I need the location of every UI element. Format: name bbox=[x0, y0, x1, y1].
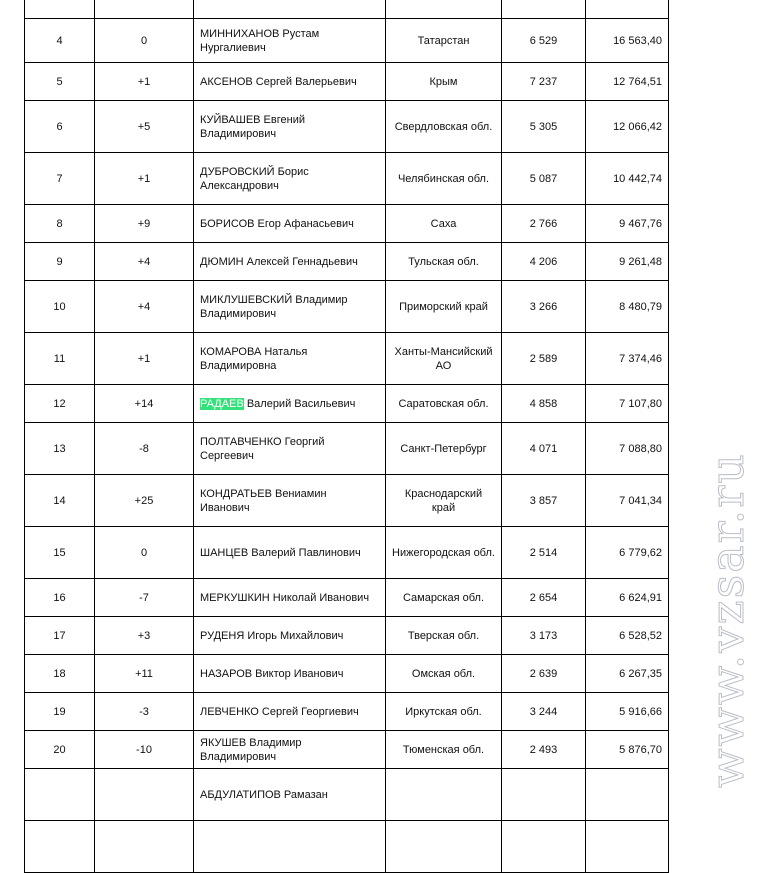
cell-change: -8 bbox=[95, 423, 194, 475]
cell-value: 16 563,40 bbox=[586, 19, 669, 63]
cell-value: 12 764,51 bbox=[586, 63, 669, 101]
cell-value: 9 261,48 bbox=[586, 243, 669, 281]
cell-change: -3 bbox=[95, 693, 194, 731]
cell-value bbox=[586, 769, 669, 821]
table-row bbox=[25, 0, 669, 19]
cell-rank: 19 bbox=[25, 693, 95, 731]
cell-change: +11 bbox=[95, 655, 194, 693]
cell-region: Санкт-Петербург bbox=[386, 423, 502, 475]
cell-name bbox=[194, 0, 386, 19]
search-highlight: РАДАЕВ bbox=[200, 397, 244, 410]
cell-region: Самарская обл. bbox=[386, 579, 502, 617]
cell-region: Тюменская обл. bbox=[386, 731, 502, 769]
cell-rank: 4 bbox=[25, 19, 95, 63]
cell-name: КОНДРАТЬЕВ Вениамин Иванович bbox=[194, 475, 386, 527]
cell-change: +5 bbox=[95, 101, 194, 153]
cell-count: 4 858 bbox=[502, 385, 586, 423]
cell-region: Краснодарский край bbox=[386, 475, 502, 527]
cell-rank: 12 bbox=[25, 385, 95, 423]
cell-name: КУЙВАШЕВ Евгений Владимирович bbox=[194, 101, 386, 153]
cell-change: +14 bbox=[95, 385, 194, 423]
cell-value: 7 041,34 bbox=[586, 475, 669, 527]
cell-name: КОМАРОВА Наталья Владимировна bbox=[194, 333, 386, 385]
table-row bbox=[25, 693, 669, 731]
cell-value: 7 088,80 bbox=[586, 423, 669, 475]
cell-rank: 13 bbox=[25, 423, 95, 475]
cell-count: 4 206 bbox=[502, 243, 586, 281]
table-row bbox=[25, 281, 669, 333]
cell-region: Крым bbox=[386, 63, 502, 101]
cell-name: МЕРКУШКИН Николай Иванович bbox=[194, 579, 386, 617]
cell-value bbox=[586, 821, 669, 873]
cell-region: Саха bbox=[386, 205, 502, 243]
cell-rank: 20 bbox=[25, 731, 95, 769]
cell-count bbox=[502, 769, 586, 821]
cell-change: -10 bbox=[95, 731, 194, 769]
cell-region: Ханты-Мансийский АО bbox=[386, 333, 502, 385]
cell-name: ШАНЦЕВ Валерий Павлинович bbox=[194, 527, 386, 579]
table-row bbox=[25, 243, 669, 281]
cell-count bbox=[502, 821, 586, 873]
cell-change: +3 bbox=[95, 617, 194, 655]
cell-count: 3 266 bbox=[502, 281, 586, 333]
cell-rank: 14 bbox=[25, 475, 95, 527]
cell-region: Омская обл. bbox=[386, 655, 502, 693]
cell-name: ЛЕВЧЕНКО Сергей Георгиевич bbox=[194, 693, 386, 731]
table-row bbox=[25, 153, 669, 205]
cell-region: Татарстан bbox=[386, 19, 502, 63]
cell-name: МИННИХАНОВ Рустам Нургалиевич bbox=[194, 19, 386, 63]
table-row bbox=[25, 527, 669, 579]
cell-change: +1 bbox=[95, 333, 194, 385]
cell-name-rest: Валерий Васильевич bbox=[243, 397, 356, 410]
cell-value: 7 374,46 bbox=[586, 333, 669, 385]
table-row bbox=[25, 821, 669, 873]
cell-change: +4 bbox=[95, 243, 194, 281]
cell-value: 8 480,79 bbox=[586, 281, 669, 333]
cell-name: ПОЛТАВЧЕНКО Георгий Сергеевич bbox=[194, 423, 386, 475]
cell-name: АБДУЛАТИПОВ Рамазан bbox=[194, 769, 386, 821]
cell-value bbox=[586, 0, 669, 19]
table-row bbox=[25, 205, 669, 243]
cell-rank: 15 bbox=[25, 527, 95, 579]
cell-name: ЯКУШЕВ Владимир Владимирович bbox=[194, 731, 386, 769]
cell-change: +9 bbox=[95, 205, 194, 243]
cell-rank: 11 bbox=[25, 333, 95, 385]
table-row bbox=[25, 769, 669, 821]
cell-value: 10 442,74 bbox=[586, 153, 669, 205]
table-row bbox=[25, 617, 669, 655]
cell-name bbox=[194, 821, 386, 873]
cell-name: МИКЛУШЕВСКИЙ Владимир Владимирович bbox=[194, 281, 386, 333]
cell-count: 2 639 bbox=[502, 655, 586, 693]
cell-region: Челябинская обл. bbox=[386, 153, 502, 205]
cell-count: 7 237 bbox=[502, 63, 586, 101]
cell-rank: 8 bbox=[25, 205, 95, 243]
watermark-text: www.vzsar.ru bbox=[700, 452, 754, 788]
table-row bbox=[25, 655, 669, 693]
cell-value: 5 876,70 bbox=[586, 731, 669, 769]
cell-region: Иркутская обл. bbox=[386, 693, 502, 731]
cell-count: 6 529 bbox=[502, 19, 586, 63]
cell-change bbox=[95, 0, 194, 19]
cell-count: 5 087 bbox=[502, 153, 586, 205]
table-row bbox=[25, 579, 669, 617]
cell-value: 6 624,91 bbox=[586, 579, 669, 617]
table-row bbox=[25, 63, 669, 101]
site-watermark bbox=[700, 450, 754, 790]
cell-region: Свердловская обл. bbox=[386, 101, 502, 153]
table-row bbox=[25, 731, 669, 769]
cell-value: 6 267,35 bbox=[586, 655, 669, 693]
cell-rank: 7 bbox=[25, 153, 95, 205]
cell-change bbox=[95, 769, 194, 821]
table-row bbox=[25, 101, 669, 153]
table-row bbox=[25, 19, 669, 63]
cell-count bbox=[502, 0, 586, 19]
cell-value: 7 107,80 bbox=[586, 385, 669, 423]
cell-name: ДЮМИН Алексей Геннадьевич bbox=[194, 243, 386, 281]
cell-count: 2 514 bbox=[502, 527, 586, 579]
cell-change: 0 bbox=[95, 527, 194, 579]
cell-rank bbox=[25, 769, 95, 821]
cell-count: 3 857 bbox=[502, 475, 586, 527]
cell-count: 2 766 bbox=[502, 205, 586, 243]
cell-count: 4 071 bbox=[502, 423, 586, 475]
cell-rank: 18 bbox=[25, 655, 95, 693]
cell-name: ДУБРОВСКИЙ Борис Александрович bbox=[194, 153, 386, 205]
cell-count: 2 493 bbox=[502, 731, 586, 769]
cell-value: 5 916,66 bbox=[586, 693, 669, 731]
cell-change: +25 bbox=[95, 475, 194, 527]
cell-rank bbox=[25, 821, 95, 873]
cell-value: 6 528,52 bbox=[586, 617, 669, 655]
cell-rank bbox=[25, 0, 95, 19]
cell-name: НАЗАРОВ Виктор Иванович bbox=[194, 655, 386, 693]
cell-change: +1 bbox=[95, 63, 194, 101]
table-row bbox=[25, 423, 669, 475]
cell-change: -7 bbox=[95, 579, 194, 617]
cell-region: Тверская обл. bbox=[386, 617, 502, 655]
cell-count: 5 305 bbox=[502, 101, 586, 153]
cell-count: 3 244 bbox=[502, 693, 586, 731]
cell-count: 2 654 bbox=[502, 579, 586, 617]
cell-change: +1 bbox=[95, 153, 194, 205]
cell-rank: 10 bbox=[25, 281, 95, 333]
cell-value: 9 467,76 bbox=[586, 205, 669, 243]
cell-rank: 6 bbox=[25, 101, 95, 153]
cell-rank: 16 bbox=[25, 579, 95, 617]
cell-rank: 5 bbox=[25, 63, 95, 101]
cell-change: +4 bbox=[95, 281, 194, 333]
cell-value: 6 779,62 bbox=[586, 527, 669, 579]
cell-change bbox=[95, 821, 194, 873]
table-row bbox=[25, 475, 669, 527]
cell-region: Тульская обл. bbox=[386, 243, 502, 281]
cell-count: 3 173 bbox=[502, 617, 586, 655]
cell-name: АКСЕНОВ Сергей Валерьевич bbox=[194, 63, 386, 101]
cell-value: 12 066,42 bbox=[586, 101, 669, 153]
cell-name: РУДЕНЯ Игорь Михайлович bbox=[194, 617, 386, 655]
cell-change: 0 bbox=[95, 19, 194, 63]
cell-region: Саратовская обл. bbox=[386, 385, 502, 423]
rating-table bbox=[24, 0, 669, 873]
cell-region: Нижегородская обл. bbox=[386, 527, 502, 579]
table-row bbox=[25, 333, 669, 385]
cell-region bbox=[386, 0, 502, 19]
table-row bbox=[25, 385, 669, 423]
cell-region bbox=[386, 769, 502, 821]
cell-rank: 17 bbox=[25, 617, 95, 655]
cell-rank: 9 bbox=[25, 243, 95, 281]
cell-count: 2 589 bbox=[502, 333, 586, 385]
cell-name: БОРИСОВ Егор Афанасьевич bbox=[194, 205, 386, 243]
cell-region: Приморский край bbox=[386, 281, 502, 333]
cell-region bbox=[386, 821, 502, 873]
cell-name bbox=[194, 385, 386, 423]
